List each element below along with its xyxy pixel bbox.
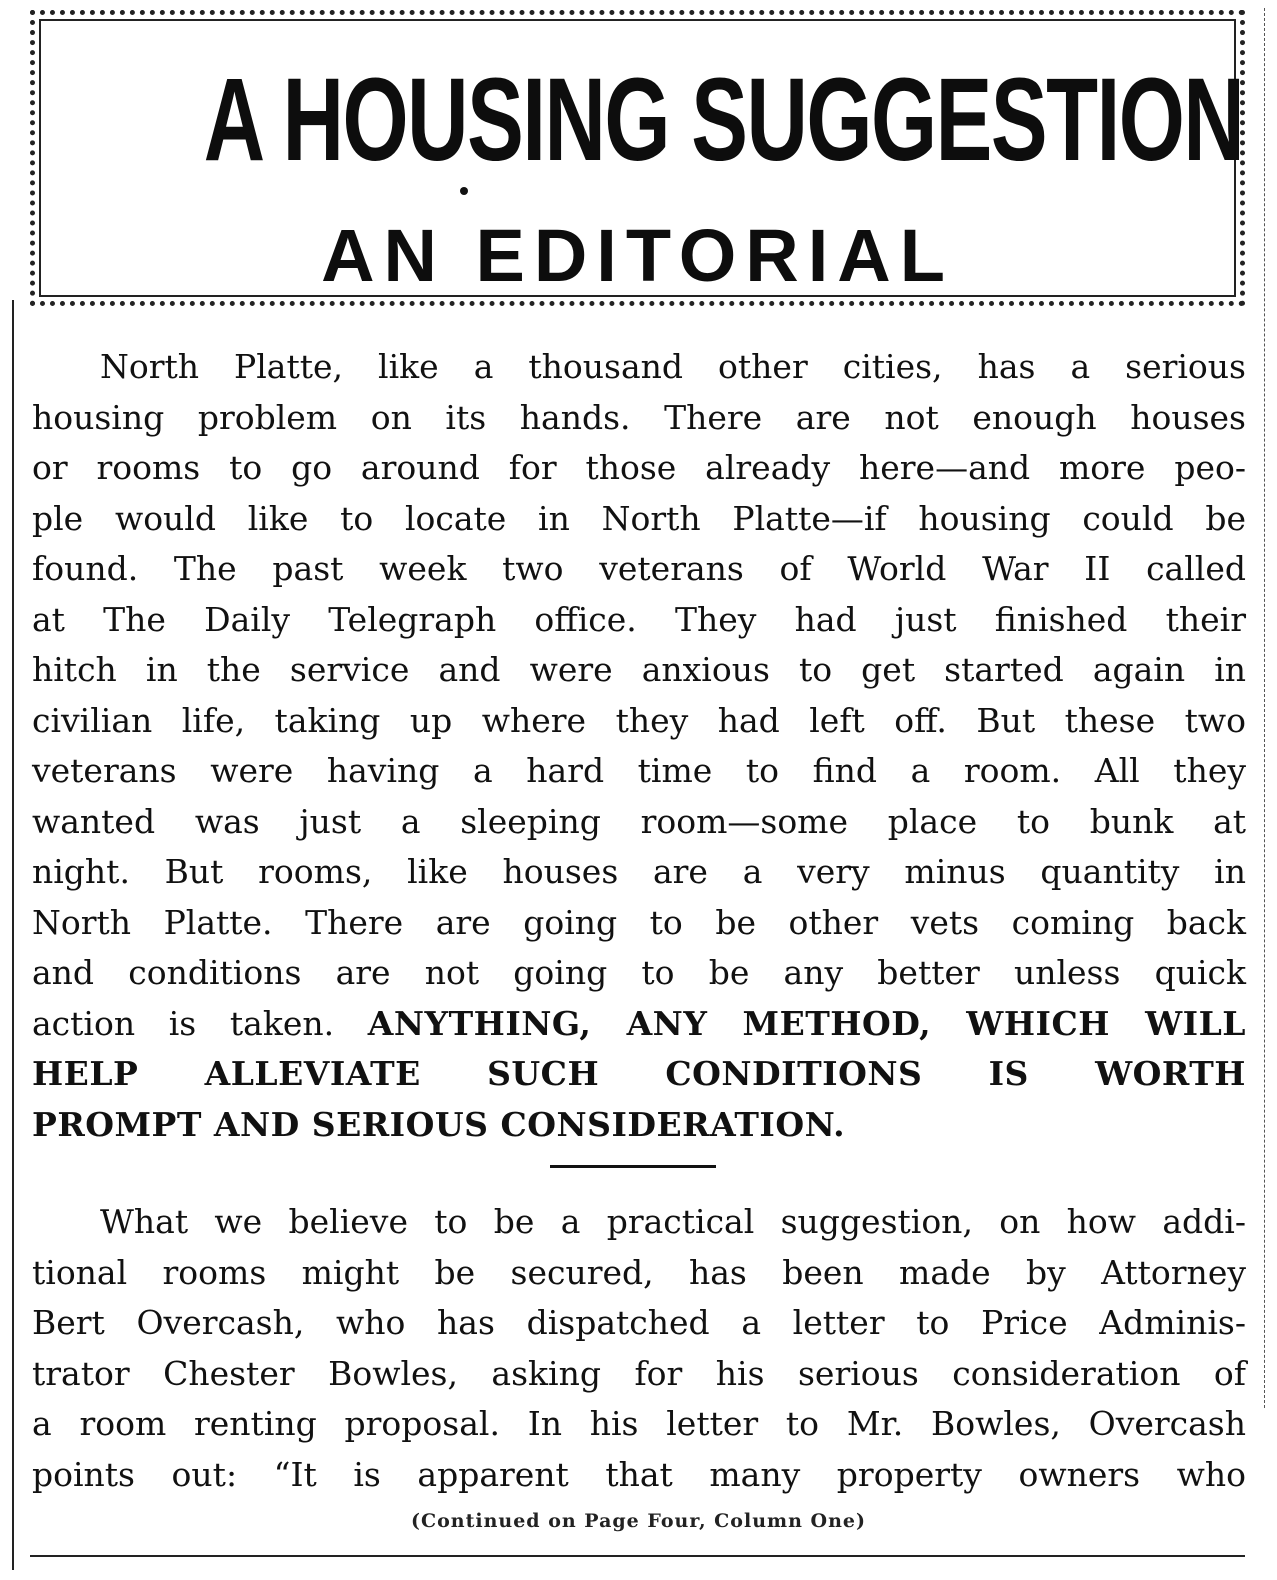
section-divider xyxy=(550,1165,716,1168)
body-line: found. The past week two veterans of World War II called xyxy=(32,549,1246,588)
emphasis-line: PROMPT AND SERIOUS CONSIDERATION. xyxy=(32,1104,846,1144)
body-line: a room renting proposal. In his letter to Mr. Bowles, Overcash xyxy=(32,1404,1246,1443)
body-line: North Platte, like a thousand other cities, has a serious xyxy=(100,347,1246,386)
paragraph-1 xyxy=(32,342,1246,1150)
body-line: and conditions are not going to be any better unless quick xyxy=(32,953,1246,992)
continued-note: (Continued on Page Four, Column One) xyxy=(411,1510,866,1532)
bottom-rule xyxy=(30,1555,1245,1557)
body-text-plain: action is taken. xyxy=(32,1003,368,1043)
column-rule-right xyxy=(1264,8,1265,1408)
body-line-mixed xyxy=(32,999,1246,1050)
body-line: tional rooms might be secured, has been made by Attorney xyxy=(32,1252,1246,1292)
body-line: ple would like to locate in North Platte—if housing could be xyxy=(32,498,1246,538)
emphasis-line: HELP ALLEVIATE SUCH CONDITIONS IS WORTH xyxy=(32,1054,1246,1093)
headline-box xyxy=(30,10,1245,306)
body-line: Bert Overcash, who has dispatched a letter to Price Adminis- xyxy=(32,1303,1246,1342)
body-line: wanted was just a sleeping room—some place to bunk at xyxy=(32,801,1246,841)
body-line: housing problem on its hands. There are not enough houses xyxy=(32,397,1246,437)
body-line: at The Daily Telegraph office. They had just finished their xyxy=(32,599,1246,639)
body-line: points out: “It is apparent that many property owners who xyxy=(32,1454,1246,1494)
body-line: veterans were having a hard time to find a room. All they xyxy=(32,751,1246,790)
body-line: or rooms to go around for those already here—and more peo- xyxy=(32,448,1246,487)
body-line: hitch in the service and were anxious to get started again in xyxy=(32,650,1246,689)
body-line: night. But rooms, like houses are a very minus quantity in xyxy=(32,852,1246,891)
body-line: North Platte. There are going to be other vets coming back xyxy=(32,902,1246,942)
headline-subtitle: AN EDITORIAL xyxy=(321,214,954,297)
emphasis-text: ANYTHING, ANY METHOD, WHICH WILL xyxy=(367,1003,1246,1043)
headline-dot xyxy=(460,187,468,195)
body-line: civilian life, taking up where they had left off. But these two xyxy=(32,700,1246,740)
paragraph-2 xyxy=(32,1197,1246,1500)
body-line: What we believe to be a practical suggestion, on how addi- xyxy=(100,1202,1246,1241)
headline-title: A HOUSING SUGGESTION xyxy=(203,54,1244,186)
column-rule-left xyxy=(12,300,14,1570)
body-line: trator Chester Bowles, asking for his serious consideration of xyxy=(32,1353,1246,1393)
